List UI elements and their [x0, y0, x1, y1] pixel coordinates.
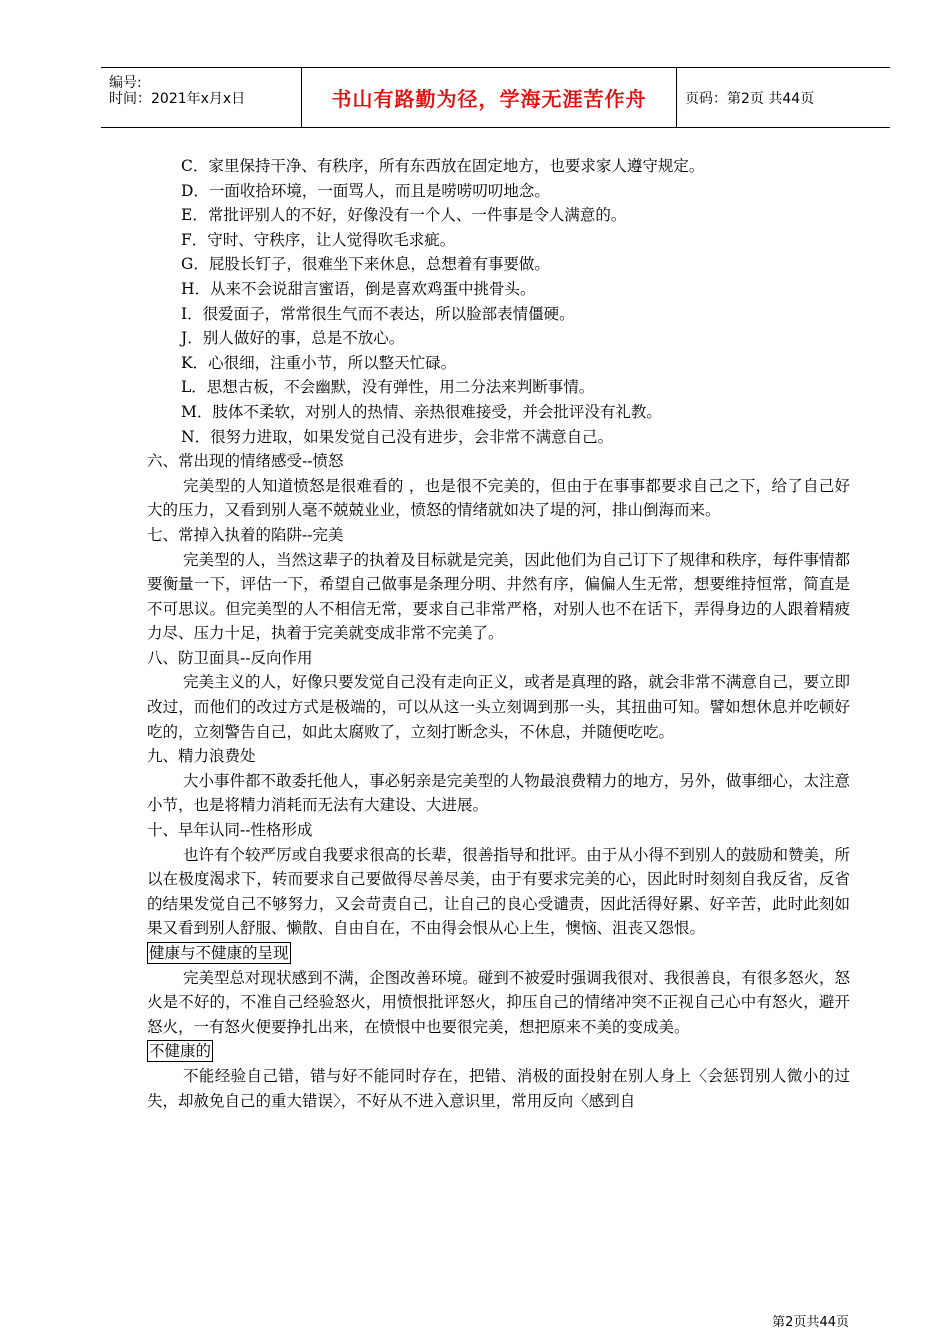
- health-paragraph: 完美型总对现状感到不满，企图改善环境。碰到不被爱时强调我很对、我很善良，有很多怒火，怒火是不好的，不准自己经验怒火，用愤恨批评怒火，抑压自己的情绪冲突不正视自己心中有怒火，避开怒火，一有怒火便要挣扎出来，在愤恨中也要很完美，想把原来不美的变成美。: [147, 968, 850, 1036]
- time-label: 时间：2021年x月x日: [109, 91, 246, 107]
- unhealthy-heading: 不健康的: [149, 1042, 212, 1061]
- section-paragraph: 完美主义的人，好像只要发觉自己没有走向正义，或者是真理的路，就会非常不满意自己，要立即改过，而他们的改过方式是极端的，可以从这一头立刻调到那一头，其扭曲可知。譬如想休息并吃顿好吃的，立刻警告自己，如此太腐败了，立刻打断念头，不休息，并随便吃吃。: [147, 673, 850, 741]
- header-meta: [101, 68, 302, 127]
- page-footer: 第2页共44页: [772, 1315, 849, 1330]
- option-m: M．肢体不柔软，对别人的热情、亲热很难接受，并会批评没有礼教。: [181, 402, 662, 421]
- page-info: 页码：第2页 共44页: [685, 90, 815, 107]
- section-heading: 六、常出现的情绪感受--愤怒: [147, 452, 344, 471]
- option-i: I．很爱面子，常常很生气而不表达，所以脸部表情僵硬。: [181, 304, 575, 323]
- health-heading: 健康与不健康的呈现: [149, 944, 289, 962]
- section-paragraph: 也许有个较严厉或自我要求很高的长辈，很善指导和批评。由于从小得不到别人的鼓励和赞美，所以在极度渴求下，转而要求自己要做得尽善尽美，由于有要求完美的心，因此时时刻刻自我反省，反省的结果发觉自己不够努力，又会苛责自己，让自己的良心受谴责，因此活得好累、好辛苦，此时此刻如果又看到别人舒服、懒散、自由自在，不由得会恨从心上生，懊恼、沮丧又怨恨。: [147, 845, 850, 938]
- section-paragraph: 完美型的人知道愤怒是很难看的 ，也是很不完美的，但由于在事事都要求自己之下，给了自己好大的压力，又看到别人毫不兢兢业业，愤怒的情绪就如决了堤的河，排山倒海而来。: [147, 476, 850, 520]
- option-g: G．屁股长钉子，很难坐下来休息，总想着有事要做。: [181, 255, 550, 274]
- section-heading: 九、精力浪费处: [147, 747, 256, 766]
- option-f: F．守时、守秩序，让人觉得吹毛求疵。: [181, 230, 456, 249]
- option-h: H．从来不会说甜言蜜语，倒是喜欢鸡蛋中挑骨头。: [181, 279, 536, 298]
- section-heading: 七、常掉入执着的陷阱--完美: [147, 525, 344, 544]
- unhealthy-paragraph: 不能经验自己错，错与好不能同时存在，把错、消极的面投射在别人身上〈会惩罚别人微小的过失，却赦免自己的重大错误〉，不好从不进入意识里，常用反向〈感到自: [147, 1066, 850, 1110]
- option-n: N．很努力进取，如果发觉自己没有进步，会非常不满意自己。: [181, 427, 614, 446]
- section-paragraph: 完美型的人，当然这辈子的执着及目标就是完美，因此他们为自己订下了规律和秩序，每件事情都要衡量一下，评估一下，希望自己做事是条理分明、井然有序，偏偏人生无常，想要维持恒常，简直是不可思议。但完美型的人不相信无常，要求自己非常严格，对别人也不在话下，弄得身边的人跟着精疲力尽、压力十足，执着于完美就变成非常不完美了。: [147, 550, 850, 643]
- section-heading: 十、早年认同--性格形成: [147, 821, 313, 840]
- option-d: D．一面收拾环境，一面骂人，而且是唠唠叨叨地念。: [181, 181, 550, 200]
- header-page-info-cell: [677, 68, 890, 127]
- option-l: L．思想古板，不会幽默，没有弹性，用二分法来判断事情。: [181, 378, 595, 397]
- option-j: J．别人做好的事，总是不放心。: [181, 329, 405, 348]
- section-heading: 八、防卫面具--反向作用: [147, 648, 313, 667]
- motto: 书山有路勤为径，学海无涯苦作舟: [331, 87, 647, 111]
- page-header: [101, 67, 890, 128]
- number-label: 编号:: [109, 75, 142, 91]
- option-e: E．常批评别人的不好，好像没有一个人、一件事是令人满意的。: [181, 206, 627, 225]
- document-body: [147, 154, 850, 1113]
- header-motto-cell: [302, 68, 677, 127]
- section-paragraph: 大小事件都不敢委托他人，事必躬亲是完美型的人物最浪费精力的地方，另外，做事细心，太注意小节，也是将精力消耗而无法有大建设、大进展。: [147, 771, 850, 815]
- option-c: C．家里保持干净、有秩序，所有东西放在固定地方，也要求家人遵守规定。: [181, 157, 705, 175]
- option-k: K．心很细，注重小节，所以整天忙碌。: [181, 353, 457, 372]
